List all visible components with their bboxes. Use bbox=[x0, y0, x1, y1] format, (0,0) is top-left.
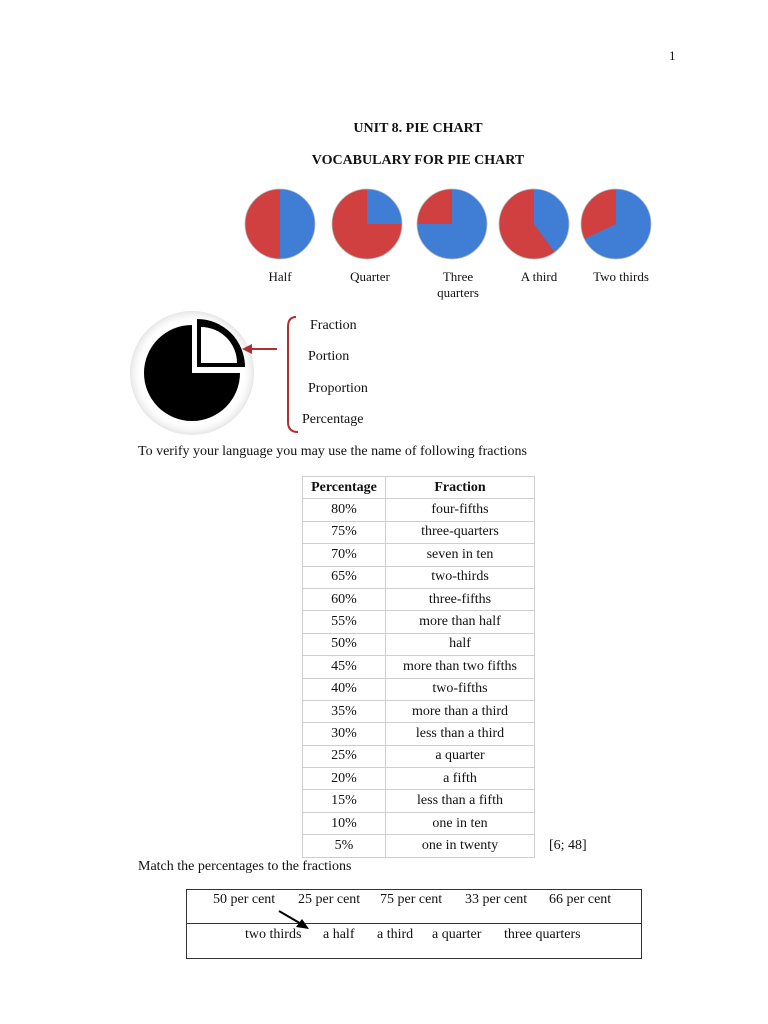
cell-percentage: 40% bbox=[303, 678, 386, 700]
pie-examples bbox=[0, 0, 768, 310]
cell-percentage: 55% bbox=[303, 611, 386, 633]
pie-slice-red bbox=[245, 189, 280, 259]
pie-chart bbox=[245, 189, 315, 259]
match-fraction: three quarters bbox=[504, 927, 581, 942]
header-fraction: Fraction bbox=[386, 477, 535, 499]
cell-fraction: half bbox=[386, 633, 535, 655]
cell-fraction: three-quarters bbox=[386, 521, 535, 543]
cell-fraction: more than a third bbox=[386, 700, 535, 722]
table-row bbox=[303, 723, 535, 745]
cell-fraction: two-thirds bbox=[386, 566, 535, 588]
match-fraction: two thirds bbox=[245, 927, 302, 942]
table-row bbox=[303, 745, 535, 767]
header-percentage: Percentage bbox=[303, 477, 386, 499]
pie-label-half: Half bbox=[268, 269, 292, 284]
term-percentage: Percentage bbox=[302, 412, 364, 427]
table-row bbox=[303, 768, 535, 790]
match-fraction: a quarter bbox=[432, 927, 482, 942]
cell-fraction: one in twenty bbox=[386, 835, 535, 857]
cell-fraction: one in ten bbox=[386, 812, 535, 834]
table-row bbox=[303, 521, 535, 543]
match-fraction: a third bbox=[377, 927, 414, 942]
table-row bbox=[303, 566, 535, 588]
cell-fraction: a fifth bbox=[386, 768, 535, 790]
cell-percentage: 60% bbox=[303, 588, 386, 610]
match-percentage: 66 per cent bbox=[549, 892, 612, 907]
term-fraction: Fraction bbox=[310, 318, 357, 333]
cell-fraction: seven in ten bbox=[386, 544, 535, 566]
fraction-table-body bbox=[303, 499, 535, 857]
cell-percentage: 5% bbox=[303, 835, 386, 857]
cell-percentage: 65% bbox=[303, 566, 386, 588]
pie-slice-red bbox=[417, 189, 452, 224]
table-row bbox=[303, 611, 535, 633]
reference: [6; 48] bbox=[549, 838, 587, 853]
cell-fraction: two-fifths bbox=[386, 678, 535, 700]
pie-label-a-third: A third bbox=[520, 269, 558, 284]
cell-percentage: 20% bbox=[303, 768, 386, 790]
cell-percentage: 30% bbox=[303, 723, 386, 745]
fraction-illustration bbox=[130, 300, 320, 445]
fraction-table bbox=[302, 476, 535, 858]
pie-chart bbox=[499, 189, 569, 259]
pie-chart bbox=[332, 189, 402, 259]
cell-percentage: 75% bbox=[303, 521, 386, 543]
page-title: UNIT 8. PIE CHART bbox=[353, 121, 483, 136]
table-row bbox=[303, 812, 535, 834]
cell-percentage: 45% bbox=[303, 656, 386, 678]
match-arrow bbox=[187, 890, 641, 958]
table-row bbox=[303, 633, 535, 655]
cell-percentage: 80% bbox=[303, 499, 386, 521]
table-row bbox=[303, 700, 535, 722]
cell-percentage: 35% bbox=[303, 700, 386, 722]
pie-label-three-quarters: Three quarters bbox=[437, 269, 479, 300]
match-percentage: 75 per cent bbox=[380, 892, 443, 907]
cell-fraction: more than half bbox=[386, 611, 535, 633]
cell-percentage: 50% bbox=[303, 633, 386, 655]
cell-fraction: a quarter bbox=[386, 745, 535, 767]
table-row bbox=[303, 656, 535, 678]
cell-fraction: more than two fifths bbox=[386, 656, 535, 678]
table-row bbox=[303, 588, 535, 610]
pie-label-two-thirds: Two thirds bbox=[593, 269, 649, 284]
cell-percentage: 10% bbox=[303, 812, 386, 834]
term-proportion: Proportion bbox=[308, 381, 368, 396]
table-header-row bbox=[303, 477, 535, 499]
term-portion: Portion bbox=[308, 349, 350, 364]
table-row bbox=[303, 835, 535, 857]
pie-chart bbox=[581, 189, 651, 259]
page-subtitle: VOCABULARY FOR PIE CHART bbox=[311, 153, 525, 168]
match-percentage: 50 per cent bbox=[213, 892, 276, 907]
pie-chart bbox=[417, 189, 487, 259]
match-instruction: Match the percentages to the fractions bbox=[138, 859, 352, 874]
table-row bbox=[303, 499, 535, 521]
cell-percentage: 70% bbox=[303, 544, 386, 566]
table-row bbox=[303, 544, 535, 566]
cell-fraction: four-fifths bbox=[386, 499, 535, 521]
page-number: 1 bbox=[669, 48, 676, 63]
cell-fraction: less than a third bbox=[386, 723, 535, 745]
intro-text: To verify your language you may use the name of following fractions bbox=[138, 444, 527, 459]
match-percentage: 25 per cent bbox=[298, 892, 361, 907]
table-row bbox=[303, 790, 535, 812]
match-box bbox=[186, 889, 642, 959]
cell-percentage: 25% bbox=[303, 745, 386, 767]
pie-label-quarter: Quarter bbox=[350, 269, 390, 284]
cell-percentage: 15% bbox=[303, 790, 386, 812]
cell-fraction: less than a fifth bbox=[386, 790, 535, 812]
cell-fraction: three-fifths bbox=[386, 588, 535, 610]
match-percentage: 33 per cent bbox=[465, 892, 528, 907]
match-fraction: a half bbox=[323, 927, 355, 942]
table-row bbox=[303, 678, 535, 700]
terms-bracket bbox=[288, 317, 298, 432]
